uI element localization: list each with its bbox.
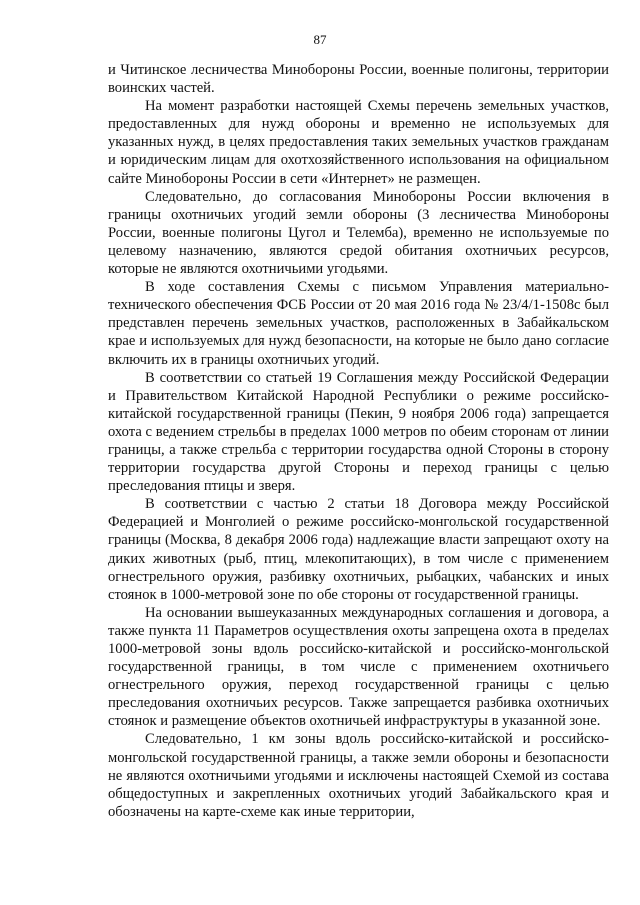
document-body xyxy=(108,61,609,821)
paragraph: В ходе составления Схемы с письмом Управления материально-технического обеспечения ФСБ России от 20 мая 2016 года № 23/4/1-1508с был представлен перечень земельных участков, расположенных в Забайкальском крае и используемых для нужд безопасности, на которые не было дано согласие включить их в границы охотничьих угодий. xyxy=(108,279,609,368)
page-number: 87 xyxy=(313,32,327,47)
paragraph: В соответствии с частью 2 статьи 18 Договора между Российской Федерацией и Монголией о режиме российско-монгольской государственной границы (Москва, 8 декабря 2006 года) надлежащие власти запрещают охоту на диких животных (рыб, птиц, млекопитающих), в том числе с применением огнестрельного оружия, разбивку охотничьих, рыбацких, чабанских и иных стоянок в 1000-метровой зоне по обе стороны от государственной границы. xyxy=(108,496,609,603)
paragraph-continuation: и Читинское лесничества Минобороны России, военные полигоны, территории воинских частей. xyxy=(108,62,609,97)
paragraph: На основании вышеуказанных международных соглашения и договора, а также пункта 11 Параметров осуществления охоты запрещена охота в пределах 1000-метровой зоны вдоль российско-китайской и российско-монгольской государственной границы, в том числе с применением охотничьего огнестрельного оружия, переход государственной границы с целью преследования охотничьих ресурсов. Также запрещается разбивка охотничьих стоянок и размещение объектов охотничьей инфраструктуры в указанной зоне. xyxy=(108,604,609,730)
paragraph: Следовательно, до согласования Минобороны России включения в границы охотничьих угодий земли обороны (3 лесничества Минобороны России, военные полигоны Цугол и Телемба), временно не используемые по целевому назначению, являются средой обитания охотничьих ресурсов, которые не являются охотничьими угодьями. xyxy=(108,188,609,278)
paragraph: Следовательно, 1 км зоны вдоль российско-китайской и российско-монгольской государственной границы, а также земли обороны и безопасности не являются охотничьими угодьями и исключены настоящей Схемой из состава общедоступных и закрепленных охотничьих угодий Забайкальского края и обозначены на карте-схеме как иные территории, xyxy=(108,731,609,820)
paragraph: На момент разработки настоящей Схемы перечень земельных участков, предоставленных для нужд обороны и временно не используемых для указанных нужд, в целях предоставления таких земельных участков гражданам и юридическим лицам для охотхозяйственного использования на официальном сайте Минобороны России в сети «Интернет» не размещен. xyxy=(108,98,609,187)
paragraph: В соответствии со статьей 19 Соглашения между Российской Федерации и Правительством Китайской Народной Республики о режиме российско-китайской государственной границы (Пекин, 9 ноября 2006 года) запрещается охота с ведением стрельбы в пределах 1000 метров по обеим сторонам от линии границы, а также стрельба с территории государства одной Стороны в сторону территории государства другой Стороны и переход границы с целью преследования птицы и зверя. xyxy=(108,369,609,495)
